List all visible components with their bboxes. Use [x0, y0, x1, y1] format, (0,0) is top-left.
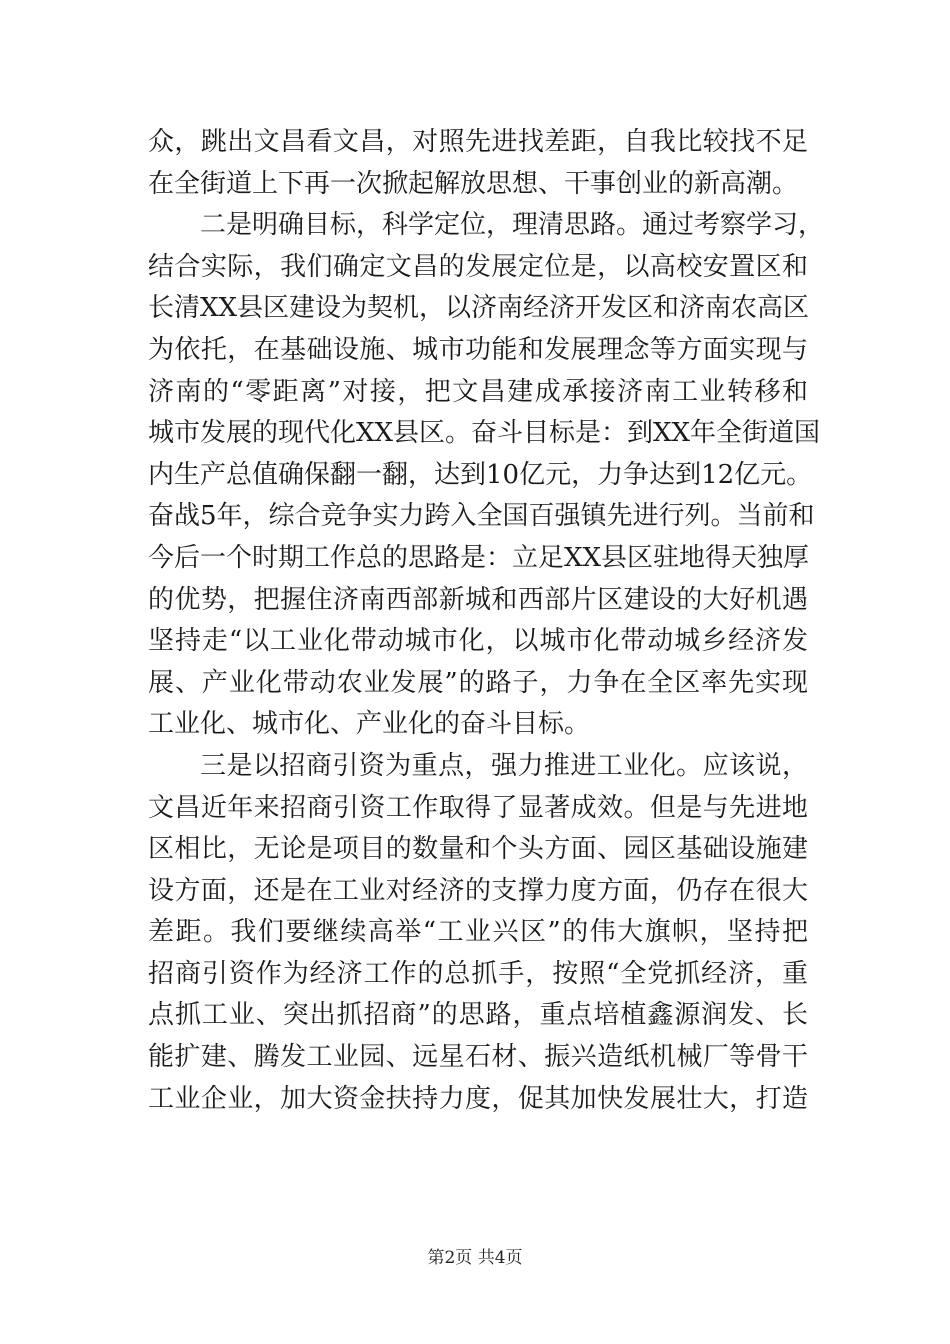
- text-line: 能扩建、腾发工业园、远星石材、振兴造纸机械厂等骨干: [148, 1042, 808, 1073]
- text-line: 工业化、城市化、产业化的奋斗目标。: [148, 709, 591, 740]
- text-line: 文昌近年来招商引资工作取得了显著成效。但是与先进地: [148, 792, 808, 823]
- page-number-footer: 第2页 共4页: [427, 1248, 523, 1268]
- text-line: 长清XX县区建设为契机，以济南经济开发区和济南农高区: [148, 293, 810, 324]
- text-line: 工业企业，加大资金扶持力度，促其加快发展壮大，打造: [148, 1083, 808, 1114]
- text-line: 众，跳出文昌看文昌，对照先进找差距，自我比较找不足: [148, 127, 808, 157]
- text-line: 三是以招商引资为重点，强力推进工业化。应该说，: [200, 750, 808, 781]
- text-line: 设方面，还是在工业对经济的支撑力度方面，仍存在很大: [148, 875, 808, 906]
- text-line: 坚持走“以工业化带动城市化，以城市化带动城乡经济发: [148, 626, 808, 657]
- text-line: 在全街道上下再一次掀起解放思想、干事创业的新高潮。: [148, 168, 799, 199]
- text-line: 点抓工业、突出抓招商”的思路，重点培植鑫源润发、长: [148, 1000, 808, 1031]
- body-text: [148, 122, 825, 1120]
- text-line: 今后一个时期工作总的思路是：立足XX县区驻地得天独厚: [148, 542, 810, 573]
- text-line: 奋战5年，综合竞争实力跨入全国百强镇先进行列。当前和: [148, 501, 815, 532]
- text-line: 为依托，在基础设施、城市功能和发展理念等方面实现与: [148, 334, 808, 365]
- text-line: 差距。我们要继续高举“工业兴区”的伟大旗帜，坚持把: [148, 917, 808, 948]
- text-line: 二是明确目标，科学定位，理清思路。通过考察学习，: [200, 210, 825, 241]
- text-line: 展、产业化带动农业发展”的路子，力争在全区率先实现: [148, 667, 808, 698]
- text-line: 济南的“零距离”对接，把文昌建成承接济南工业转移和: [148, 376, 808, 407]
- text-line: 区相比，无论是项目的数量和个头方面、园区基础设施建: [148, 834, 808, 865]
- text-line: 内生产总值确保翻一翻，达到10亿元，力争达到12亿元。: [148, 459, 813, 490]
- text-line: 城市发展的现代化XX县区。奋斗目标是：到XX年全街道国: [148, 418, 821, 449]
- text-line: 招商引资作为经济工作的总抓手，按照“全党抓经济，重: [148, 958, 808, 989]
- text-line: 的优势，把握住济南西部新城和西部片区建设的大好机遇: [148, 584, 808, 615]
- text-line: 结合实际，我们确定文昌的发展定位是，以高校安置区和: [148, 251, 808, 282]
